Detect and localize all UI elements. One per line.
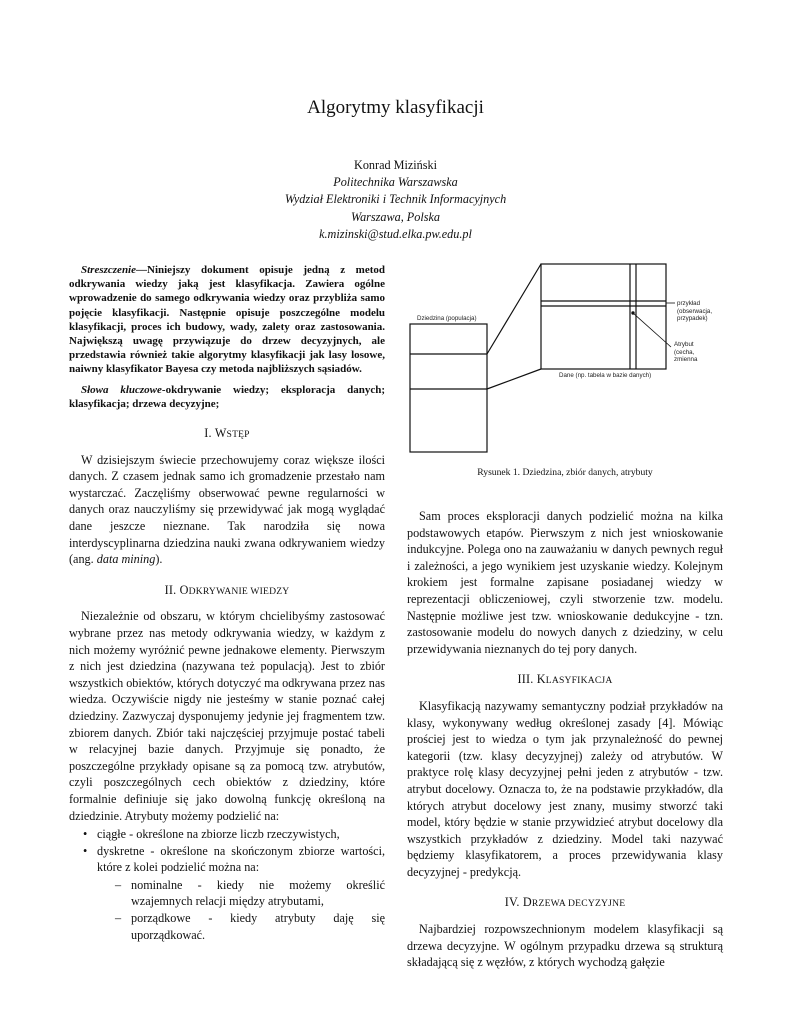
author-name: Konrad Miziński [354, 158, 437, 172]
list-item: • dyskretne - określone na skończonym zbiorze wartości, które z kolei podzielić można na: – nominalne - kiedy nie możemy określić wzajemnych relacji między atrybutami, – porządkowe - kiedy atrybuty daję się uporządkować. [97, 843, 385, 944]
figure-label-data: Dane (np. tabela w bazie danych) [559, 372, 652, 379]
affiliation-city: Warszawa, Polska [351, 209, 440, 224]
intro-paragraph: W dzisiejszym świecie przechowujemy coraz większe ilości danych. Z czasem jednak samo ich gromadzenie przestało nam wystarczać. Zaczęliśmy obserwować pewne regularności w danych oraz nauczyliśmy się przewidywać jak mogą wyglądać dane jeszcze nieznane. Tak narodziła się nowa interdyscyplinarna dziedzina nauki zwana odkrywaniem wiedzy (ang. data mining). [69, 452, 385, 567]
section-heading-classification: III. KLASYFIKACJA [517, 672, 613, 687]
projection-line-bottom [487, 369, 541, 389]
affiliation-faculty: Wydział Elektroniki i Technik Informacyjnych [284, 192, 507, 207]
decision-trees-paragraph: Najbardziej rozpowszechnionym modelem klasyfikacji są drzewa decyzyjne. W ogólnym przypadku drzewa są strukturą składającą się z węzłów, z których wychodzą gałęzie [407, 922, 723, 970]
section-heading-intro: I. WSTĘP [204, 426, 250, 441]
projection-line-top [487, 264, 541, 354]
keywords-label: Słowa kluczowe [81, 383, 162, 396]
list-item: • ciągłe - określone na zbiorze liczb rzeczywistych, [97, 826, 385, 843]
domain-box [410, 324, 487, 452]
knowledge-paragraph-continued: Sam proces eksploracji danych podzielić można na kilka podstawowych etapów. Pierwszym z nich jest wnioskowanie indukcyjne. Polega ono na zauważaniu w danych pewnych reguł i zależności, a jego wynikiem jest uzyskanie wiedzy. Kolejnym krokiem jest formalne zapisane posiadanej wiedzy w reprezentacji obliczeniowej, czyli stworzenie tzw. modelu. Następnie możliwe jest tzw. wnioskowanie dedukcyjne - tzn. zastosowanie modelu do nowych danych z dziedziny, w celu przewidywania nieznanych do tej pory danych. [407, 509, 723, 656]
figure-label-domain: Dziedzina (populacja) [417, 315, 477, 322]
discrete-subtypes-list [97, 877, 385, 943]
author-block [0, 157, 791, 243]
attribute-types-list [69, 826, 385, 943]
abstract-label: Streszczenie [81, 264, 136, 276]
figure-1 [407, 262, 737, 462]
data-table-box [541, 264, 666, 369]
keywords-text: -okdrywanie wiedzy; eksploracja danych; klasyfikacja; drzewa decyzyjne; [69, 383, 385, 410]
figure-label-attribute: Atrybut (cecha, zmienna [674, 341, 698, 364]
affiliation-university: Politechnika Warszawska [333, 175, 458, 190]
paper-title: Algorytmy klasyfikacji [307, 97, 484, 118]
abstract [69, 263, 385, 377]
list-item: – porządkowe - kiedy atrybuty daję się uporządkować. [131, 910, 385, 943]
list-item: – nominalne - kiedy nie możemy określić wzajemnych relacji między atrybutami, [131, 877, 385, 910]
figure-caption: Rysunek 1. Dziedzina, zbiór danych, atrybuty [477, 467, 653, 478]
abstract-text: —Niniejszy dokument opisuje jedną z metod odkrywania wiedzy jaką jest klasyfikacja. Zawiera ogólne wprowadzenie do samego odkrywania wiedzy oraz przybliża samo pojęcie klasyfikacji. Następnie opisuje poszczególne modelu klasyfikacji, proces ich budowy, wady, zalety oraz zastosowania. Największą uwagę przywiązuje do drzew decyzyjnych, ale przedstawia również takie algorytmy klasyfikacji jak lasy losowe, naiwny klasyfikator Bayesa czy metoda najbliższych sąsiadów. [69, 264, 385, 376]
classification-paragraph: Klasyfikacją nazywamy semantyczny podział przykładów na klasy, wykonywany według określonej zasady [4]. Mówiąc prościej jest to wiedza o tym jak przynależność do pewnej kategorii (tzw. klasy decyzyjnej) zależy od atrybutów. W praktyce rolę klasy decyzyjnej pełni jeden z atrybutów - tzw. atrybut docelowy. Oznacza to, że na podstawie przykładów, dla których atrybut docelowy jest znany, musimy stworzć taki model, który będzie w stanie przywidzieć atrybut docelowy dla wszystkich przykładów z dziedziny. Model taki nazywać będziemy klasyfikatorem, a proces przewidywania klasy decyzyjnej - predykcją. [407, 698, 723, 879]
section-heading-knowledge: II. ODKRYWANIE WIEDZY [164, 582, 290, 597]
knowledge-paragraph: Niezależnie od obszaru, w którym chcielibyśmy zastosować wybrane przez nas metody odkrywania wiedzy, w każdym z nich możemy wyróżnić pewne jednakowe elementy. Pierwszym z nich jest dziedzina (nazywana też populacją). Jest to zbiór wszystkich obiektów, których dotyczyć ma odkrywana przez nas wiedza. Oczywiście nigdy nie jesteśmy w stanie poznać całej dziedziny. Zazwyczaj dysponujemy jedynie jej fragmentem tzw. zbiorem danych. Zbiór taki najczęściej przyjmuje postać tabeli w relacyjnej bazie danych. Przyjmuje się ponadto, że poszczególne przykłady opisane są za pomocą tzw. atrybutów, czyli poszczególnych cech obiektów z dziedziny, które formalnie definiuje się jako dowolną funkcję określoną na dziedzinie. Atrybuty możemy podzielić na: [69, 609, 385, 823]
right-column [407, 508, 723, 971]
section-heading-decision-trees: IV. DRZEWA DECYZYJNE [504, 895, 626, 910]
figure-label-example: przykład (obserwacja, przypadek) [677, 300, 713, 323]
left-column [69, 263, 385, 943]
author-email: k.mizinski@stud.elka.pw.edu.pl [319, 226, 472, 241]
keywords [69, 383, 385, 411]
